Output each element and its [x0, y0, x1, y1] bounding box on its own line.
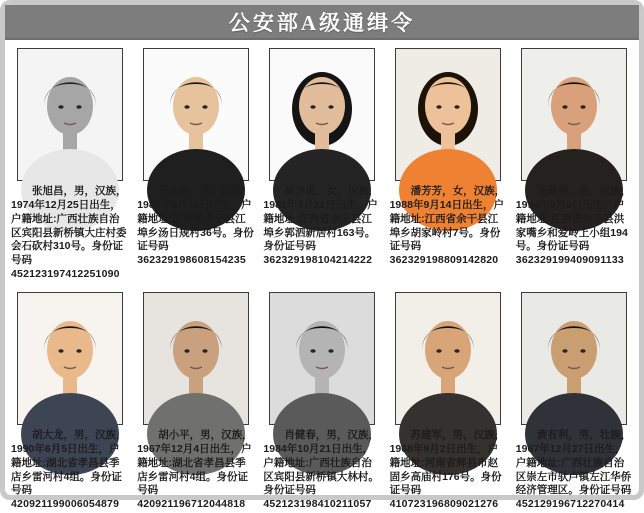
person-photo	[521, 48, 627, 181]
person-description	[516, 429, 633, 513]
wanted-person-card	[262, 48, 381, 282]
person-avatar-icon	[18, 293, 122, 424]
person-id-number: 362329198104214222	[263, 254, 373, 267]
person-id-number: 420921196712044818	[137, 498, 246, 511]
person-id-number: 362329198809142820	[389, 254, 499, 267]
person-photo	[395, 292, 501, 425]
person-id-number: 362329198608154235	[137, 254, 246, 267]
person-avatar-icon	[522, 49, 626, 180]
person-description	[516, 185, 633, 269]
person-avatar-icon	[396, 49, 500, 180]
person-description	[137, 429, 254, 513]
person-details-text: 肖健春，男，汉族，1984年10月21日出生，户籍地址:广西壮族自治区宾阳县新桥镇大林村。身份证号码	[263, 429, 379, 497]
person-avatar-icon	[522, 293, 626, 424]
notice-body	[5, 5, 639, 511]
person-id-number: 420921199006054879	[11, 498, 120, 511]
person-description	[390, 429, 507, 513]
person-photo	[143, 48, 249, 181]
wanted-person-card	[10, 48, 129, 282]
person-details-text: 张旭昌，男，汉族，1974年12月25日出生，户籍地址:广西壮族自治区宾阳县新桥镇大庄村委会石砍村310号。身份证号码	[11, 185, 127, 267]
person-description	[263, 429, 380, 513]
person-photo	[17, 48, 123, 181]
person-details-text: 胡大龙，男，汉族，1990年6月5日出生，户籍地址:湖北省孝昌县季店乡雷河村4组。身份证号码	[11, 429, 127, 497]
wanted-person-card	[389, 292, 508, 513]
person-description	[137, 185, 254, 269]
person-description	[263, 185, 380, 269]
person-avatar-icon	[144, 49, 248, 180]
person-id-number: 452123198410211057	[263, 498, 372, 511]
person-description	[11, 185, 128, 282]
person-photo	[269, 48, 375, 181]
wanted-person-card	[136, 292, 255, 513]
person-photo	[521, 292, 627, 425]
person-details-text: 胡小平，男，汉族，1967年12月4日出生，户籍地址:湖北省孝昌县季店乡雷河村4组。身份证号码	[137, 429, 253, 497]
wanted-person-card	[515, 48, 634, 282]
persons-grid	[5, 40, 639, 513]
person-avatar-icon	[18, 49, 122, 180]
person-description	[11, 429, 128, 513]
person-id-number: 452129196712270414	[515, 498, 625, 511]
person-avatar-icon	[270, 293, 374, 424]
person-details-text: 吴少炎，女，汉族，1981年4月21日出生，户籍地址:江西省余干县江埠乡郭泗新居村163号。身份证号码	[263, 185, 379, 253]
person-avatar-icon	[396, 293, 500, 424]
wanted-person-card	[136, 48, 255, 282]
wanted-person-card	[515, 292, 634, 513]
person-id-number: 410723196809021276	[389, 498, 499, 511]
person-photo	[395, 48, 501, 181]
person-photo	[17, 292, 123, 425]
wanted-person-card	[10, 292, 129, 513]
person-details-text: 汤黄茜，男，汉族，1994年9月9日出生，户籍地址:江西省余干县洪家嘴乡和爱岭上小组194号。身份证号码	[515, 185, 632, 253]
person-description	[390, 185, 507, 269]
person-photo	[143, 292, 249, 425]
person-photo	[269, 292, 375, 425]
notice-header	[5, 5, 639, 40]
person-details-text: 黄有利，男，壮族，1967年12月27日出生，户籍地址:广西壮族自治区崇左市驮卢镇左江华侨经济管理区。身份证号码	[515, 429, 632, 497]
person-details-text: 潘芳芳，女，汉族，1988年9月14日出生，户籍地址:江西省余干县江埠乡胡家岭村7号。身份证号码	[389, 185, 506, 253]
person-details-text: 汤仕先，男，汉族，1986年8月15日出生，户籍地址:江西省余干县江埠乡汤日规村36号。身份证号码	[137, 185, 254, 253]
person-id-number: 452123197412251090	[11, 268, 120, 281]
wanted-person-card	[262, 292, 381, 513]
wanted-person-card	[389, 48, 508, 282]
person-details-text: 苏建军，男，汉族，1968年9月2日出生，户籍地址:河南省辉县市赵固乡高庙村176号。身份证号码	[389, 429, 506, 497]
person-id-number: 362329199409091133	[515, 254, 624, 267]
notice-title: 公安部A级通缉令	[228, 10, 416, 35]
person-avatar-icon	[270, 49, 374, 180]
person-avatar-icon	[144, 293, 248, 424]
